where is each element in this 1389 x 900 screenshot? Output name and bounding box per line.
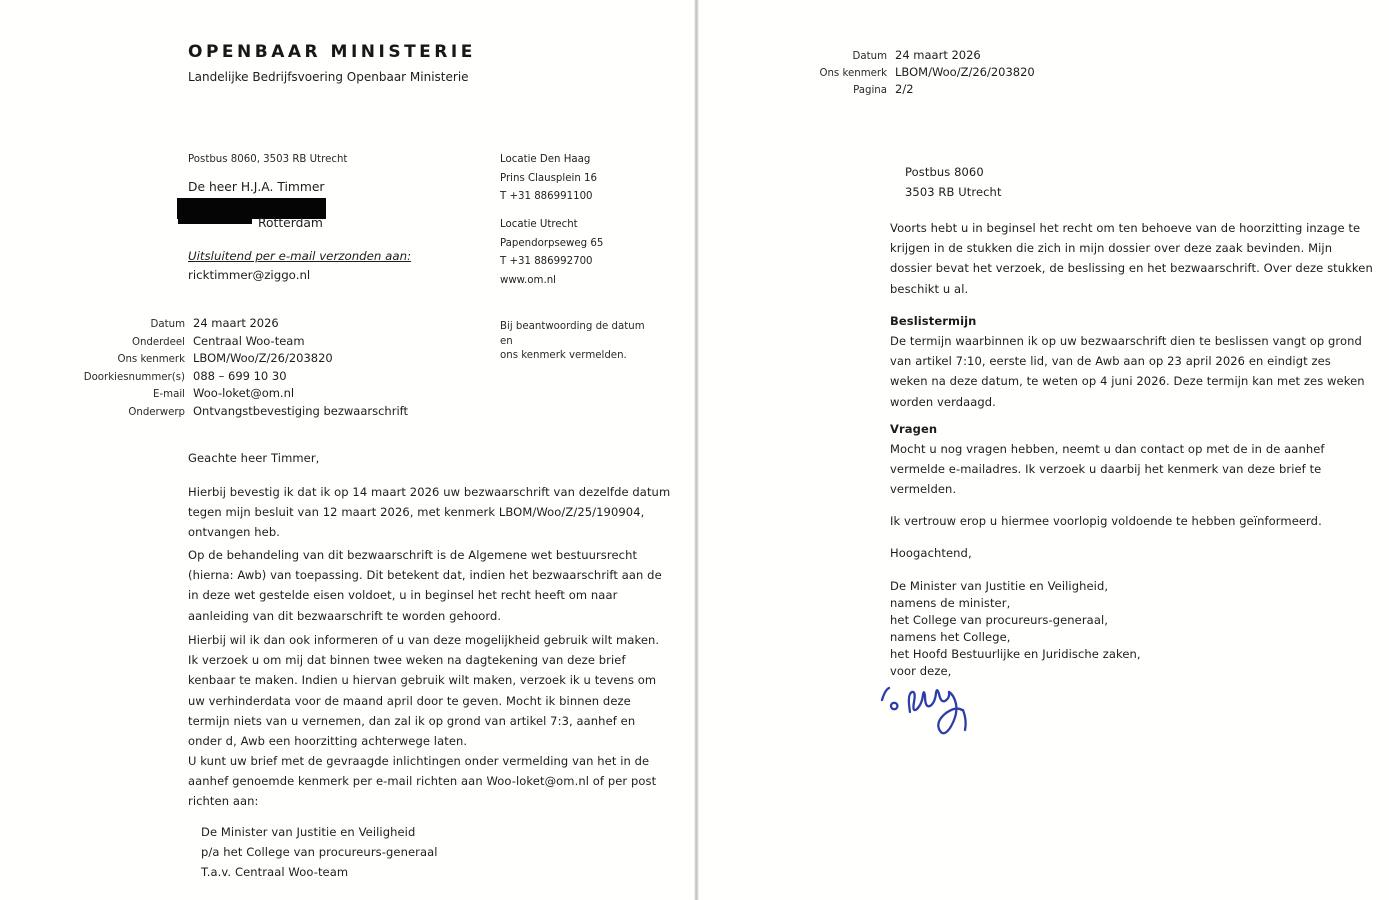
meta-value: LBOM/Woo/Z/26/203820 bbox=[193, 351, 333, 366]
meta-label: Datum bbox=[150, 319, 185, 330]
sender-postal-address: Postbus 8060 3503 RB Utrecht bbox=[905, 165, 1002, 200]
meta-row-pagina bbox=[699, 82, 1139, 99]
meta-label: Datum bbox=[852, 51, 887, 62]
body-paragraph-2: Op de behandeling van dit bezwaarschrift is de Algemene wet bestuursrecht (hierna: Awb) van toepassing. Dit betekent dat, indien het bezwaarschrift aan de in deze wet gestelde eisen voldoet, u in beginsel het recht heeft om naar aanleiding van dit bezwaarschrift te worden gehoord. bbox=[188, 548, 662, 623]
meta-value: 088 – 699 10 30 bbox=[193, 368, 287, 383]
meta-row-onderwerp bbox=[0, 404, 470, 422]
reply-instruction-note: Bij beantwoording de datum en ons kenmerk vermelden. bbox=[500, 321, 645, 361]
letter-page-2 bbox=[699, 0, 1389, 900]
meta-row-kenmerk bbox=[699, 65, 1139, 82]
section-heading-beslistermijn: Beslistermijn bbox=[890, 314, 977, 328]
meta-label: Onderdeel bbox=[131, 336, 185, 348]
meta-value: 2/2 bbox=[895, 82, 914, 96]
recipient-email: ricktimmer@ziggo.nl bbox=[188, 268, 311, 282]
meta-row-kenmerk bbox=[0, 351, 470, 369]
closing-salutation: Hoogachtend, bbox=[890, 546, 972, 560]
location-den-haag: Locatie Den Haag Prins Clausplein 16 T +31 886991100 bbox=[500, 154, 597, 202]
meta-value: Woo-loket@om.nl bbox=[193, 386, 295, 401]
meta-value: 24 maart 2026 bbox=[193, 316, 279, 330]
page2-meta-block bbox=[699, 48, 1139, 99]
trust-line: Ik vertrouw erop u hiermee voorlopig voldoende te hebben geïnformeerd. bbox=[890, 514, 1322, 528]
postal-address-block: De Minister van Justitie en Veiligheid p/a het College van procureurs-generaal T.a.v. Centraal Woo-team bbox=[201, 825, 438, 880]
meta-value: Centraal Woo-team bbox=[193, 333, 305, 348]
website-url: www.om.nl bbox=[500, 275, 556, 286]
section-body-beslistermijn: De termijn waarbinnen ik op uw bezwaarschrift dien te beslissen vangt op grond van artikel 7:10, eerste lid, van de Awb aan op 23 april 2026 en eindigt zes weken na deze datum, te weten op 4 juni 2026. Deze termijn kan met zes weken worden verdaagd. bbox=[890, 334, 1365, 409]
org-logo-subtitle: Landelijke Bedrijfsvoering Openbaar Ministerie bbox=[188, 70, 469, 84]
meta-row-datum bbox=[0, 316, 470, 334]
meta-row-doorkiesnummer bbox=[0, 369, 470, 387]
redaction-bar-postcode bbox=[178, 219, 252, 224]
meta-row-datum bbox=[699, 48, 1139, 65]
salutation: Geachte heer Timmer, bbox=[188, 451, 320, 465]
meta-label: Ons kenmerk bbox=[117, 354, 185, 366]
email-only-notice: Uitsluitend per e-mail verzonden aan: bbox=[188, 249, 412, 263]
meta-label: Ons kenmerk bbox=[819, 68, 887, 79]
letter-meta-block bbox=[0, 316, 470, 422]
meta-row-email bbox=[0, 386, 470, 404]
section-heading-vragen: Vragen bbox=[890, 422, 938, 436]
meta-value: 24 maart 2026 bbox=[895, 48, 981, 62]
meta-value: Ontvangstbevestiging bezwaarschrift bbox=[193, 403, 409, 418]
recipient-city: Rotterdam bbox=[258, 216, 323, 230]
org-logo-title: OPENBAAR MINISTERIE bbox=[188, 42, 476, 62]
body-paragraph-1: Hierbij bevestig ik dat ik op 14 maart 2026 uw bezwaarschrift van dezelfde datum tegen mijn besluit van 12 maart 2026, met kenmerk LBOM/Woo/Z/25/190904, ontvangen heb. bbox=[188, 485, 671, 540]
recipient-name: De heer H.J.A. Timmer bbox=[188, 180, 325, 194]
section-body-vragen: Mocht u nog vragen hebben, neemt u dan contact op met de in de aanhef vermelde e-mailadres. Ik verzoek u daarbij het kenmerk van deze brief te vermelden. bbox=[890, 442, 1325, 497]
meta-label: Onderwerp bbox=[128, 406, 185, 418]
body-paragraph-intro: Voorts hebt u in beginsel het recht om ten behoeve van de hoorzitting inzage te krijgen in de stukken die zich in mijn dossier over deze zaak bevinden. Mijn dossier bevat het verzoek, de beslissing en het bezwaarschrift. Over deze stukken beschikt u al. bbox=[890, 221, 1373, 296]
location-utrecht: Locatie Utrecht Papendorpseweg 65 T +31 886992700 bbox=[500, 219, 604, 267]
handwritten-signature bbox=[877, 682, 987, 752]
signature-ink-icon bbox=[877, 682, 987, 752]
meta-value: LBOM/Woo/Z/26/203820 bbox=[895, 65, 1035, 79]
return-address: Postbus 8060, 3503 RB Utrecht bbox=[188, 154, 348, 165]
meta-label: Pagina bbox=[853, 85, 887, 96]
meta-label: Doorkiesnummer(s) bbox=[83, 371, 185, 383]
body-paragraph-3: Hierbij wil ik dan ook informeren of u van deze mogelijkheid gebruik wilt maken. Ik verzoek u om mij dat binnen twee weken na dagtekening van deze brief kenbaar te maken. Indien u hiervan gebruik wilt maken, verzoek ik u tevens om uw verhinderdata voor de maand april door te geven. Mocht ik binnen deze termijn niets van u vernemen, dan zal ik op grond van artikel 7:3, aanhef en onder d, Awb een hoorzitting achterwege laten. bbox=[188, 633, 660, 749]
meta-label: E-mail bbox=[153, 389, 185, 401]
body-paragraph-4: U kunt uw brief met de gevraagde inlichtingen onder vermelding van het in de aanhef genoemde kenmerk per e-mail richten aan Woo-loket@om.nl of per post richten aan: bbox=[188, 754, 657, 809]
meta-row-onderdeel bbox=[0, 334, 470, 352]
signature-title-block: De Minister van Justitie en Veiligheid, namens de minister, het College van procureurs-generaal, namens het College, het Hoofd Bestuurlijke en Juridische zaken, voor deze, bbox=[890, 579, 1141, 678]
